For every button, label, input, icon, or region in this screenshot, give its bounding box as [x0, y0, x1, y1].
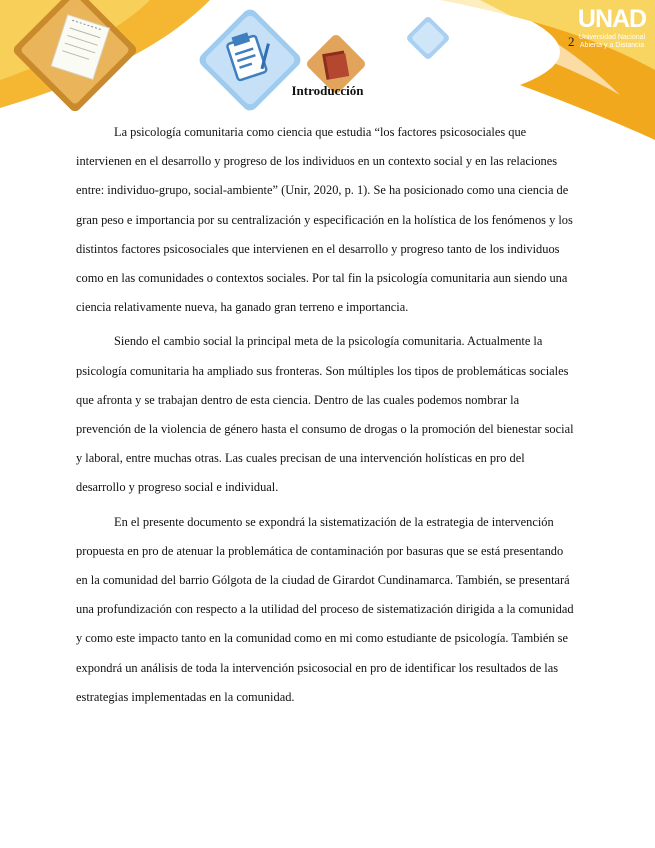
page-number: 2 — [568, 34, 575, 49]
document-body — [76, 118, 576, 717]
document-title: Introducción — [291, 83, 364, 98]
paragraph-2: Siendo el cambio social la principal meta de la psicología comunitaria. Actualmente la psicología comunitaria ha ampliado sus fronteras. Son múltiples los tipos de problemáticas sociales que afronta y se trabajan dentro de esta ciencia. Dentro de las cuales podemos nombrar la prevención de la violencia de género hasta el consumo de drogas o la promoción del bienestar social y laboral, entre muchas otras. Las cuales precisan de una intervención holísticas en pro del desarrollo y progreso social e individual. — [76, 334, 574, 495]
paragraph-3: En el presente documento se expondrá la sistematización de la estrategia de intervención propuesta en pro de atenuar la problemática de contaminación por basuras que se está presentando en la comunidad del barrio Gólgota de la ciudad de Girardot Cundinamarca. También, se presentará una profundización con respecto a la utilidad del proceso de sistematización dirigida a la comunidad y como este impacto tanto en la comunidad como en mi como estudiante de psicología. También se expondrá un análisis de toda la intervención psicosocial en pro de identificar los resultados de las estrategias implementadas en la comunidad. — [76, 514, 574, 704]
paragraph-1: La psicología comunitaria como ciencia que estudia “los factores psicosociales que intervienen en el desarrollo y progreso de los individuos en un contexto social y en las relaciones entre: individuo-grupo, social-ambiente” (Unir, 2020, p. 1). Se ha posicionado como una ciencia de gran peso e importancia por su centralización y especificación en la holística de los fenómenos y los distintos factores psicosociales que intervienen en el desarrollo y progreso tanto de los individuos como en las comunidades o contextos sociales. Por tal fin la psicología comunitaria aun siendo una ciencia relativamente nueva, ha ganado gran terreno e importancia. — [76, 125, 573, 315]
logo-word: UNAD — [577, 5, 647, 33]
logo-subtitle-line2: Abierta y a Distancia — [579, 42, 645, 49]
unad-logo — [572, 4, 652, 60]
logo-subtitle-line1: Universidad Nacional — [578, 34, 646, 41]
